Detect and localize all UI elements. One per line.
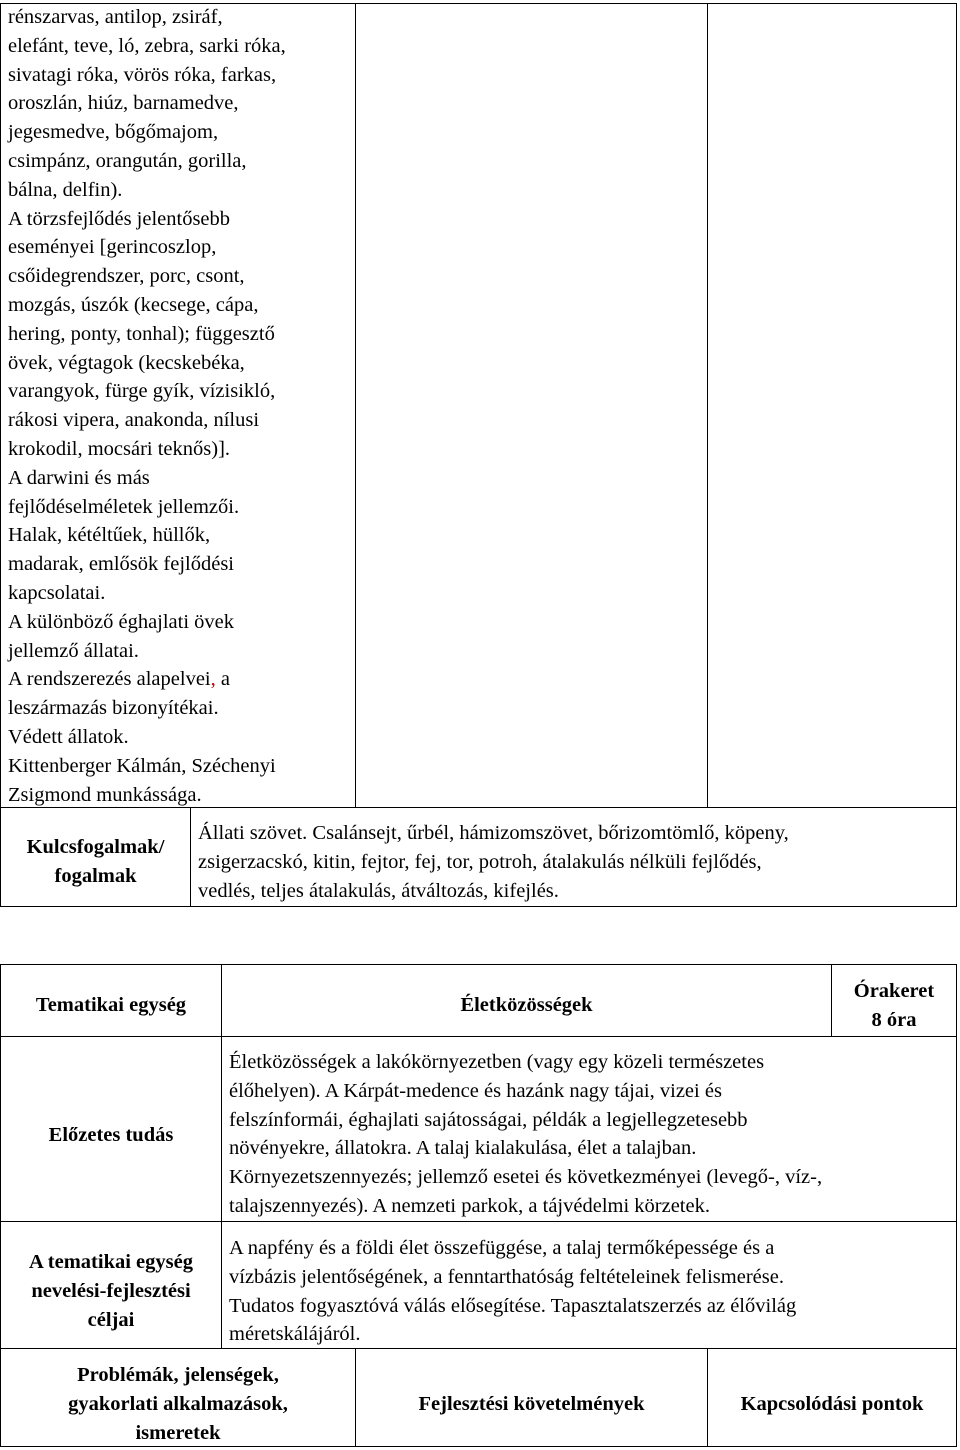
text-fragment: a [215,668,230,691]
label-text: Előzetes tudás [48,1124,174,1146]
text-line: Tudatos fogyasztóvá válás elősegítése. Tapasztalatszerzés az élővilág [229,1294,797,1317]
text-line: A darwini és más [8,466,150,489]
text-line: Halak, kétéltűek, hüllők, [8,524,211,547]
celjai-text [229,1234,954,1349]
text-line: sivatagi róka, vörös róka, farkas, [8,63,277,86]
header-kapcsolodasi-pontok [708,1390,956,1419]
header-line: Problémák, jelenségek, [77,1364,279,1386]
text-line: varangyok, fürge gyík, vízisikló, [8,380,276,403]
content-table-2 [0,960,960,1450]
header-text: Fejlesztési követelmények [418,1393,645,1415]
label-line: nevelési-fejlesztési [31,1279,191,1302]
text-line: leszármazás bizonyítékai. [8,697,219,720]
text-line: csőidegrendszer, porc, csont, [8,265,245,288]
text-line: elefánt, teve, ló, zebra, sarki róka, [8,34,286,57]
text-line: bálna, delfin). [8,178,123,201]
text-line: fejlődéselméletek jellemzői. [8,495,240,518]
text-line: vízbázis jelentőségének, a fenntarthatóság feltételeinek felismerése. [229,1265,784,1288]
text-line: Életközösségek a lakókörnyezetben (vagy egy közeli természetes [229,1051,765,1073]
label-line: fogalmak [54,864,137,887]
text-line: övek, végtagok (kecskebéka, [8,351,245,374]
text-line: jegesmedve, bőgőmajom, [8,121,219,144]
text-line: élőhelyen). A Kárpát-medence és hazánk nagy tájai, vizei és [229,1079,722,1102]
content-cell-requirements-empty [356,4,706,807]
unit-title: Életközösségek [460,994,593,1016]
text-line: rákosi vipera, anakonda, nílusi [8,409,260,432]
text-line: madarak, emlősök fejlődési [8,553,235,576]
text-line: Védett állatok. [8,725,129,748]
text-line: csimpánz, orangután, gorilla, [8,149,247,172]
text-line: felszínformái, éghajlati sajátosságai, példák a legjellegzetesebb [229,1108,748,1131]
header-problemak [1,1361,355,1447]
header-line: ismeretek [135,1421,221,1444]
orakeret-cell [832,977,956,1035]
text-fragment: A rendszerezés alapelvei [8,668,211,691]
text-line: jellemző állatai. [8,639,139,662]
header-fejlesztesi-kovetelmenyek [356,1390,707,1419]
text-line: Zsigmond munkássága. [8,783,202,806]
text-line: zsigerzacskó, kitin, fejtor, fej, tor, potroh, átalakulás nélküli fejlődés, [198,850,762,873]
kulcsfogalmak-label [1,833,190,891]
label-line: Kulcsfogalmak/ [26,836,165,858]
text-line: oroszlán, hiúz, barnamedve, [8,92,239,115]
kulcsfogalmak-text [198,819,953,905]
text-line: Kittenberger Kálmán, Széchenyi [8,754,276,777]
text-line: A napfény és a földi élet összefüggése, a talaj termőképessége és a [229,1237,775,1259]
red-comma: , [210,668,216,691]
text-line: növényekre, állatokra. A talaj kialakulása, élet a talajban. [229,1137,697,1160]
content-cell-connections-empty [708,4,955,807]
text-line: Környezetszennyezés; jellemző esetei és következményei (levegő-, víz-, [229,1166,823,1189]
text-line: Állati szövet. Csalánsejt, űrbél, hámizomszövet, bőrizomtömlő, köpeny, [198,822,789,844]
text-line: talajszennyezés). A nemzeti parkok, a tájvédelmi körzetek. [229,1194,710,1217]
tematikai-egyseg-label [1,991,221,1020]
celjai-label [1,1248,221,1334]
text-line: hering, ponty, tonhal); függesztő [8,322,275,345]
header-text: Kapcsolódási pontok [740,1393,924,1415]
text-line: mozgás, úszók (kecsege, cápa, [8,293,259,316]
header-line: gyakorlati alkalmazások, [68,1392,288,1415]
text-line: krokodil, mocsári teknős)]. [8,437,231,460]
orakeret-label: Órakeret [853,980,935,1002]
label-line: A tematikai egység [29,1251,193,1273]
text-line: méretskálájáról. [229,1323,361,1346]
tematikai-egyseg-value [222,991,831,1020]
text-line: eseményei [gerincoszlop, [8,236,217,259]
content-cell-problems [8,3,353,809]
text-line: kapcsolatai. [8,581,106,604]
text-line: rénszarvas, antilop, zsiráf, [8,6,223,28]
text-line: A különböző éghajlati övek [8,610,235,633]
orakeret-value: 8 óra [871,1008,917,1031]
text-line: vedlés, teljes átalakulás, átváltozás, kifejlés. [198,879,559,902]
elozetes-tudas-text [229,1048,954,1221]
label-line: céljai [87,1308,135,1331]
text-line [8,665,353,694]
elozetes-tudas-label [1,1121,221,1150]
text-line: A törzsfejlődés jelentősebb [8,207,231,230]
label-text: Tematikai egység [35,994,187,1016]
